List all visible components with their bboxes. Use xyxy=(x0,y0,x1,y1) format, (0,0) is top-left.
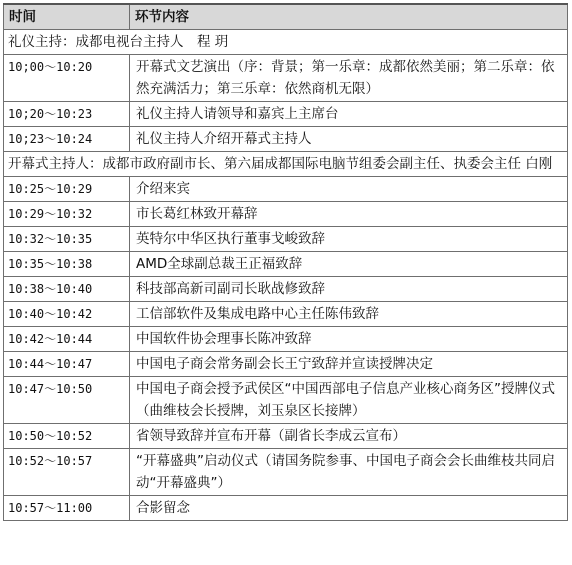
time-cell: 10:38～10:40 xyxy=(4,277,130,302)
table-row xyxy=(4,55,568,102)
event-cell: 省领导致辞并宣布开幕（副省长李成云宣布） xyxy=(130,424,568,449)
table-row xyxy=(4,327,568,352)
time-cell: 10;00～10:20 xyxy=(4,55,130,102)
table-row xyxy=(4,449,568,496)
time-cell: 10;23～10:24 xyxy=(4,127,130,152)
time-cell: 10:57～11:00 xyxy=(4,496,130,521)
time-cell: 10:35～10:38 xyxy=(4,252,130,277)
table-row xyxy=(4,302,568,327)
event-cell: AMD全球副总裁王正福致辞 xyxy=(130,252,568,277)
event-cell: 礼仪主持人介绍开幕式主持人 xyxy=(130,127,568,152)
table-row xyxy=(4,102,568,127)
table-row xyxy=(4,127,568,152)
event-cell: 中国软件协会理事长陈冲致辞 xyxy=(130,327,568,352)
host-row xyxy=(4,30,568,55)
time-cell: 10;20～10:23 xyxy=(4,102,130,127)
time-cell: 10:29～10:32 xyxy=(4,202,130,227)
agenda-table xyxy=(3,3,568,521)
table-row xyxy=(4,277,568,302)
time-cell: 10:42～10:44 xyxy=(4,327,130,352)
event-cell: 合影留念 xyxy=(130,496,568,521)
event-cell: 介绍来宾 xyxy=(130,177,568,202)
table-row xyxy=(4,202,568,227)
event-cell: 科技部高新司副司长耿战修致辞 xyxy=(130,277,568,302)
event-cell: 工信部软件及集成电路中心主任陈伟致辞 xyxy=(130,302,568,327)
time-cell: 10:44～10:47 xyxy=(4,352,130,377)
event-cell: 中国电子商会授予武侯区“中国西部电子信息产业核心商务区”授牌仪式（曲维枝会长授牌，刘玉泉区长接牌） xyxy=(130,377,568,424)
event-cell: 市长葛红林致开幕辞 xyxy=(130,202,568,227)
time-cell: 10:32～10:35 xyxy=(4,227,130,252)
header-time: 时间 xyxy=(4,4,130,30)
agenda-body xyxy=(4,30,568,521)
event-cell: 中国电子商会常务副会长王宁致辞并宣读授牌决定 xyxy=(130,352,568,377)
event-cell: 英特尔中华区执行董事戈峻致辞 xyxy=(130,227,568,252)
event-cell: “开幕盛典”启动仪式（请国务院参事、中国电子商会会长曲维枝共同启动“开幕盛典”） xyxy=(130,449,568,496)
time-cell: 10:52～10:57 xyxy=(4,449,130,496)
time-cell: 10:40～10:42 xyxy=(4,302,130,327)
event-cell: 开幕式文艺演出（序：背景；第一乐章：成都依然美丽；第二乐章：依然充满活力；第三乐章：依然商机无限） xyxy=(130,55,568,102)
time-cell: 10:47～10:50 xyxy=(4,377,130,424)
table-row xyxy=(4,252,568,277)
table-row xyxy=(4,227,568,252)
host-text: 开幕式主持人：成都市政府副市长、第六届成都国际电脑节组委会副主任、执委会主任 白刚 xyxy=(4,152,568,177)
event-cell: 礼仪主持人请领导和嘉宾上主席台 xyxy=(130,102,568,127)
table-row xyxy=(4,424,568,449)
table-row xyxy=(4,496,568,521)
time-cell: 10:50～10:52 xyxy=(4,424,130,449)
header-event: 环节内容 xyxy=(130,4,568,30)
host-row xyxy=(4,152,568,177)
table-row xyxy=(4,177,568,202)
host-text: 礼仪主持：成都电视台主持人 程 玥 xyxy=(4,30,568,55)
table-row xyxy=(4,377,568,424)
table-row xyxy=(4,352,568,377)
agenda-document xyxy=(3,3,567,521)
table-header-row xyxy=(4,4,568,30)
time-cell: 10:25～10:29 xyxy=(4,177,130,202)
